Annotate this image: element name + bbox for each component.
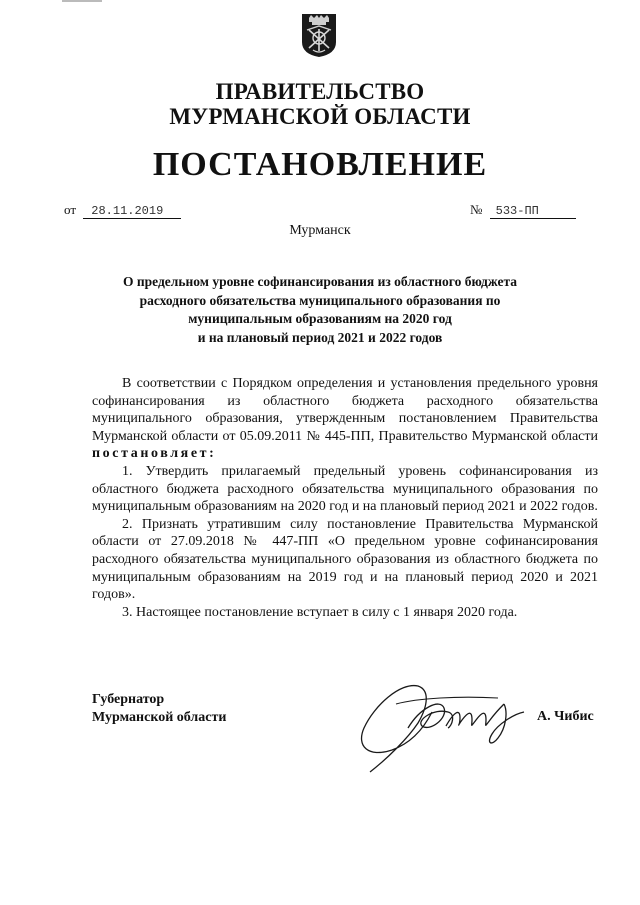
title-line: муниципальным образованиям на 2020 год [188, 311, 452, 326]
government-name-line2: МУРМАНСКОЙ ОБЛАСТИ [169, 104, 471, 129]
document-title [80, 273, 560, 347]
title-line: О предельном уровне софинансирования из областного бюджета [122, 274, 517, 289]
signatory-position [92, 691, 226, 727]
intro-text: В соответствии с Порядком определения и установления предельного уровня софинансирования из областного бюджета расходного обязательства муниципального образования, утвержденным постановлением Правительства Мурманской области от 05.09.2011 № 445-ПП, Правительство Мурманской области [92, 376, 598, 444]
document-body [92, 375, 598, 621]
number-field [470, 202, 576, 219]
handwritten-signature [348, 668, 538, 778]
item-1: 1. Утвердить прилагаемый предельный уровень софинансирования из областного бюджета расходного обязательства муниципального образования по муниципальным образованиям на 2020 год и на плановый период 2021 и 2022 годов. [92, 463, 598, 515]
scan-artifact [62, 0, 102, 2]
document-type-heading: ПОСТАНОВЛЕНИЕ [152, 146, 488, 183]
title-line: и на плановый период 2021 и 2022 годов [197, 329, 443, 345]
position-line2: Мурманской области [92, 710, 227, 725]
item-2: 2. Признать утратившим силу постановление Правительства Мурманской области от 27.09.2018 № 447-ПП «О предельном уровне софинансирования расходного обязательства муниципального образования из областного бюджета по муниципальным образованиям на 2019 год и на плановый период 2020 и 2021 годов». [92, 516, 598, 603]
government-name-line1: ПРАВИТЕЛЬСТВО [215, 79, 425, 104]
date-field [64, 202, 181, 219]
intro-paragraph [92, 375, 598, 463]
position-line1: Губернатор [92, 692, 165, 707]
item-3: 3. Настоящее постановление вступает в силу с 1 января 2020 года. [122, 604, 518, 620]
date-value: 28.11.2019 [83, 204, 181, 219]
city-label: Мурманск [289, 223, 351, 238]
decree-word: постановляет: [92, 446, 217, 462]
number-prefix: № [470, 202, 483, 217]
date-prefix: от [64, 202, 77, 217]
coat-of-arms-icon [301, 12, 337, 58]
number-value: 533-ПП [490, 204, 576, 219]
title-line: расходного обязательства муниципального образования по [139, 292, 501, 308]
signatory-name: А. Чибис [537, 709, 594, 724]
